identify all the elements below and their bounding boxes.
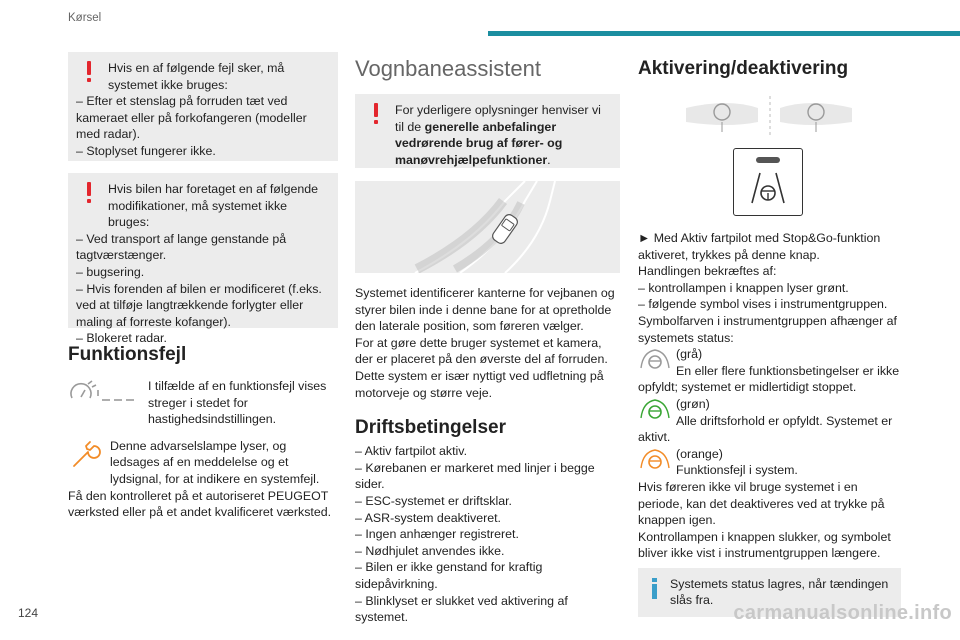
activation-heading: Aktivering/deaktivering: [638, 58, 849, 79]
status-green: [638, 396, 903, 446]
page-number: 124: [18, 606, 39, 620]
deactivation-text: Hvis føreren ikke vil bruge systemet i en periode, kan det deaktiveres ved at trykke på knappen igen.: [638, 479, 885, 528]
condition-item: – ESC-systemet er driftsklar.: [355, 493, 512, 508]
column-3: [638, 52, 903, 617]
status-grey-text: En eller flere funktionsbetingelser er ikke opfyldt; systemet er midlertidigt stoppet.: [638, 363, 900, 395]
watermark: carmanualsonline.info: [733, 602, 952, 624]
condition-item: – ASR-system deaktiveret.: [355, 510, 501, 525]
warning-icon: [86, 182, 92, 203]
warning-icon: [86, 61, 92, 82]
warning-item: – Efter et stenslag på forruden tæt ved kameraet eller på forkofangeren (modeller med radar).: [76, 94, 307, 142]
condition-item: – Bilen er ikke genstand for kraftig sidepåvirkning.: [355, 560, 543, 591]
status-green-text: Alle driftsforhold er opfyldt. Systemet er aktivt.: [638, 413, 893, 445]
warning-item: – Ved transport af lange genstande på tagtværstænger.: [76, 231, 287, 263]
condition-item: – Aktiv fartpilot aktiv.: [355, 444, 468, 459]
status-orange: [638, 446, 903, 479]
cluster-right-icon: [780, 103, 852, 132]
note-bold: generelle anbefalinger vedrørende brug af fører- og manøvrehjælpefunktioner: [395, 119, 563, 167]
lane-assist-title: Vognbaneassistent: [355, 56, 541, 81]
lane-illustration: [355, 181, 620, 273]
conditions-list: [355, 443, 620, 626]
confirm-item: – kontrollampen i knappen lyser grønt.: [638, 280, 849, 295]
column-1: [68, 52, 338, 521]
cluster-left-icon: [686, 103, 758, 132]
info-icon: [652, 578, 657, 599]
activation-intro: ► Med Aktiv fartpilot med Stop&Go-funktion aktiveret, trykkes på denne knap.: [638, 231, 881, 262]
warning-item: – Hvis forenden af bilen er modificeret (f.eks. ved at tilføje langtrækkende forlygter eller maling af forreste kofanger).: [76, 281, 322, 329]
lane-assist-button-icon: [733, 148, 803, 216]
note-end: .: [547, 152, 551, 167]
conditions-heading: Driftsbetingelser: [355, 417, 506, 439]
lane-para-1: Systemet identificerer kanterne for vejbanen og styrer bilen inde i denne bane for at opretholde den laterale position, som føreren vælger.: [355, 286, 615, 334]
header-accent-bar: [488, 31, 960, 36]
status-green-label: (grøn): [676, 396, 710, 411]
fault-text-lamp: Denne advarselslampe lyser, og ledsages af en meddelelse og et lydsignal, for at indikere en systemfejl.: [110, 438, 320, 486]
fault-heading: Funktionsfejl: [68, 344, 187, 365]
status-orange-text: Funktionsfejl i system.: [676, 463, 798, 478]
lane-para-3: Dette system er især nyttigt ved udfletning på motorveje og større veje.: [355, 368, 604, 400]
warning-icon: [373, 103, 379, 124]
status-grey-label: (grå): [676, 347, 703, 362]
deactivation-result: Kontrollampen i knappen slukker, og symbolet bliver ikke vist i instrumentgruppen længere.: [638, 529, 891, 561]
status-orange-label: (orange): [676, 446, 723, 461]
warning-box-faults: [68, 52, 338, 161]
fault-item-lamp: [68, 438, 338, 521]
cluster-illustration: [638, 94, 903, 140]
warning-item: – Blokeret radar.: [76, 331, 167, 346]
steering-green-icon: [638, 396, 674, 426]
status-grey: [638, 346, 903, 396]
condition-item: – Kørebanen er markeret med linjer i begge sider.: [355, 460, 595, 492]
column-2: [355, 52, 620, 626]
condition-item: – Blinklyset er slukket ved aktivering af systemet.: [355, 593, 568, 625]
warning-lead: Hvis bilen har foretaget en af følgende modifikationer, må systemet ikke bruges:: [108, 182, 319, 230]
fault-item-dashes: [68, 378, 338, 428]
warning-box-modifications: [68, 173, 338, 346]
color-intro: Symbolfarven i instrumentgruppen afhænger af systemets status:: [638, 313, 897, 345]
note-lead: For yderligere oplysninger henviser vi til de: [395, 103, 601, 134]
warning-lead: Hvis en af følgende fejl sker, må systemet ikke bruges:: [108, 61, 285, 92]
info-note-box: [355, 94, 620, 168]
lane-para-2: For at gøre dette bruger systemet et kamera, der er placeret på den øverste del af forruden.: [355, 335, 608, 367]
warning-item: – Stoplyset fungerer ikke.: [76, 143, 216, 158]
fault-text-dashes: I tilfælde af en funktionsfejl vises streger i stedet for hastighedsindstillingen.: [148, 379, 327, 427]
condition-item: – Ingen anhænger registreret.: [355, 527, 519, 542]
confirm-item: – følgende symbol vises i instrumentgruppen.: [638, 297, 888, 312]
activation-confirm: Handlingen bekræftes af:: [638, 264, 777, 279]
fault-text-service: Få den kontrolleret på et autoriseret PEUGEOT værksted eller på et andet kvalificeret værksted.: [68, 488, 332, 520]
steering-orange-icon: [638, 446, 674, 476]
steering-grey-icon: [638, 346, 674, 376]
condition-item: – Nødhjulet anvendes ikke.: [355, 543, 505, 558]
warning-item: – bugsering.: [76, 264, 145, 279]
wrench-icon: [68, 438, 108, 474]
info-text: Systemets status lagres, når tændingen slås fra.: [670, 576, 889, 608]
cruise-control-dashes-icon: [68, 378, 148, 411]
section-header: Kørsel: [68, 12, 102, 24]
